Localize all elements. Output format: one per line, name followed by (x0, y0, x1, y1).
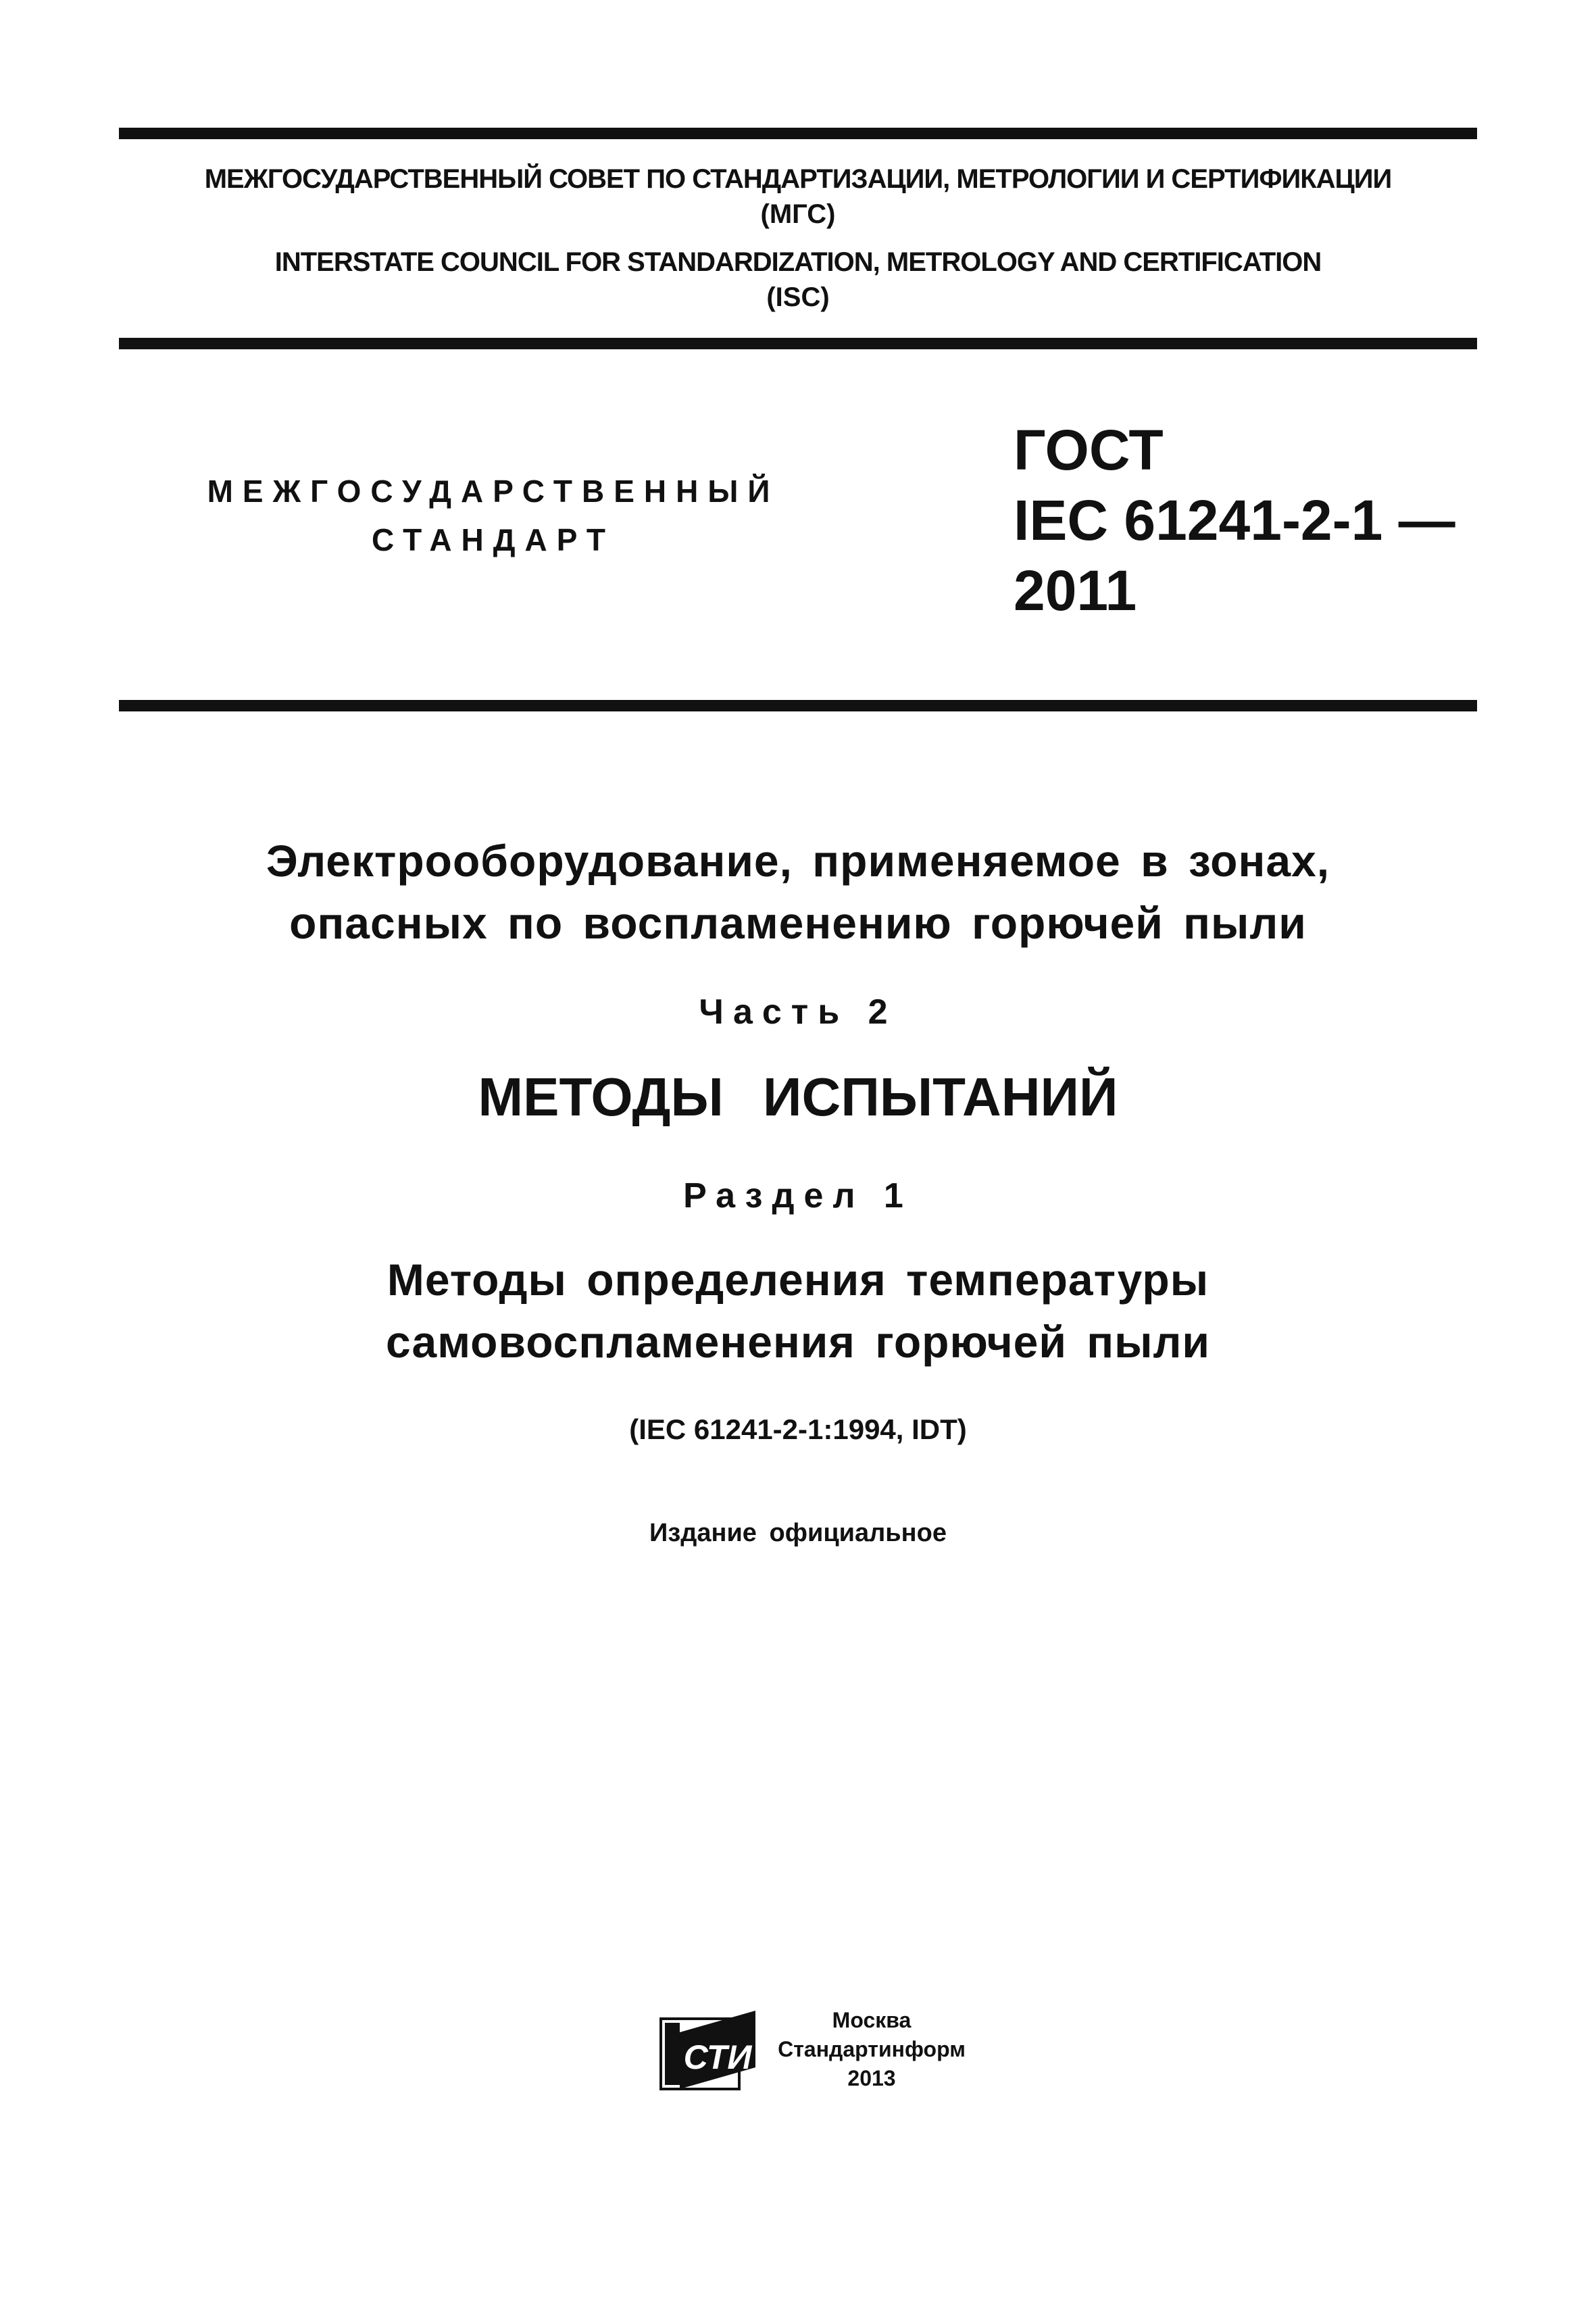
publisher-logo-icon (659, 2009, 757, 2092)
header-bottom-rule (119, 700, 1477, 711)
council-name-en: INTERSTATE COUNCIL FOR STANDARDIZATION, METROLOGY AND CERTIFICATION (274, 247, 1322, 277)
council-name-ru: МЕЖГОСУДАРСТВЕННЫЙ СОВЕТ ПО СТАНДАРТИЗАЦИИ, МЕТРОЛОГИИ И СЕРТИФИКАЦИИ (204, 164, 1392, 194)
part-label: Часть 2 (699, 992, 897, 1032)
publication-year: 2013 (847, 2066, 896, 2090)
international-reference: (IEC 61241-2-1:1994, IDT) (629, 1413, 967, 1445)
document-title-line1: Электрооборудование, применяемое в зонах, (266, 836, 1330, 886)
section-title-line2: самовоспламенения горючей пыли (386, 1317, 1210, 1367)
standard-code-line2: IEC 61241-2-1 — (1014, 488, 1455, 552)
document-title-line2: опасных по воспламенению горючей пыли (289, 898, 1307, 948)
standard-type-line1: МЕЖГОСУДАРСТВЕННЫЙ (207, 474, 780, 509)
section-title-line1: Методы определения температуры (386, 1255, 1210, 1305)
council-abbr-en: (ISC) (766, 282, 830, 312)
part-title: МЕТОДЫ ИСПЫТАНИЙ (478, 1067, 1118, 1127)
standard-type-line2: СТАНДАРТ (372, 522, 615, 557)
publisher-city: Москва (832, 2008, 912, 2032)
council-bottom-rule (119, 338, 1477, 349)
top-rule (119, 128, 1477, 139)
logo-text: СТИ (683, 2038, 752, 2076)
publisher-name: Стандартинформ (778, 2037, 966, 2061)
edition-note: Издание официальное (649, 1519, 947, 1547)
council-abbr-ru: (МГС) (760, 199, 836, 229)
standard-code-line3: 2011 (1014, 559, 1137, 622)
standard-code-line1: ГОСТ (1014, 418, 1164, 482)
section-label: Раздел 1 (683, 1176, 913, 1215)
